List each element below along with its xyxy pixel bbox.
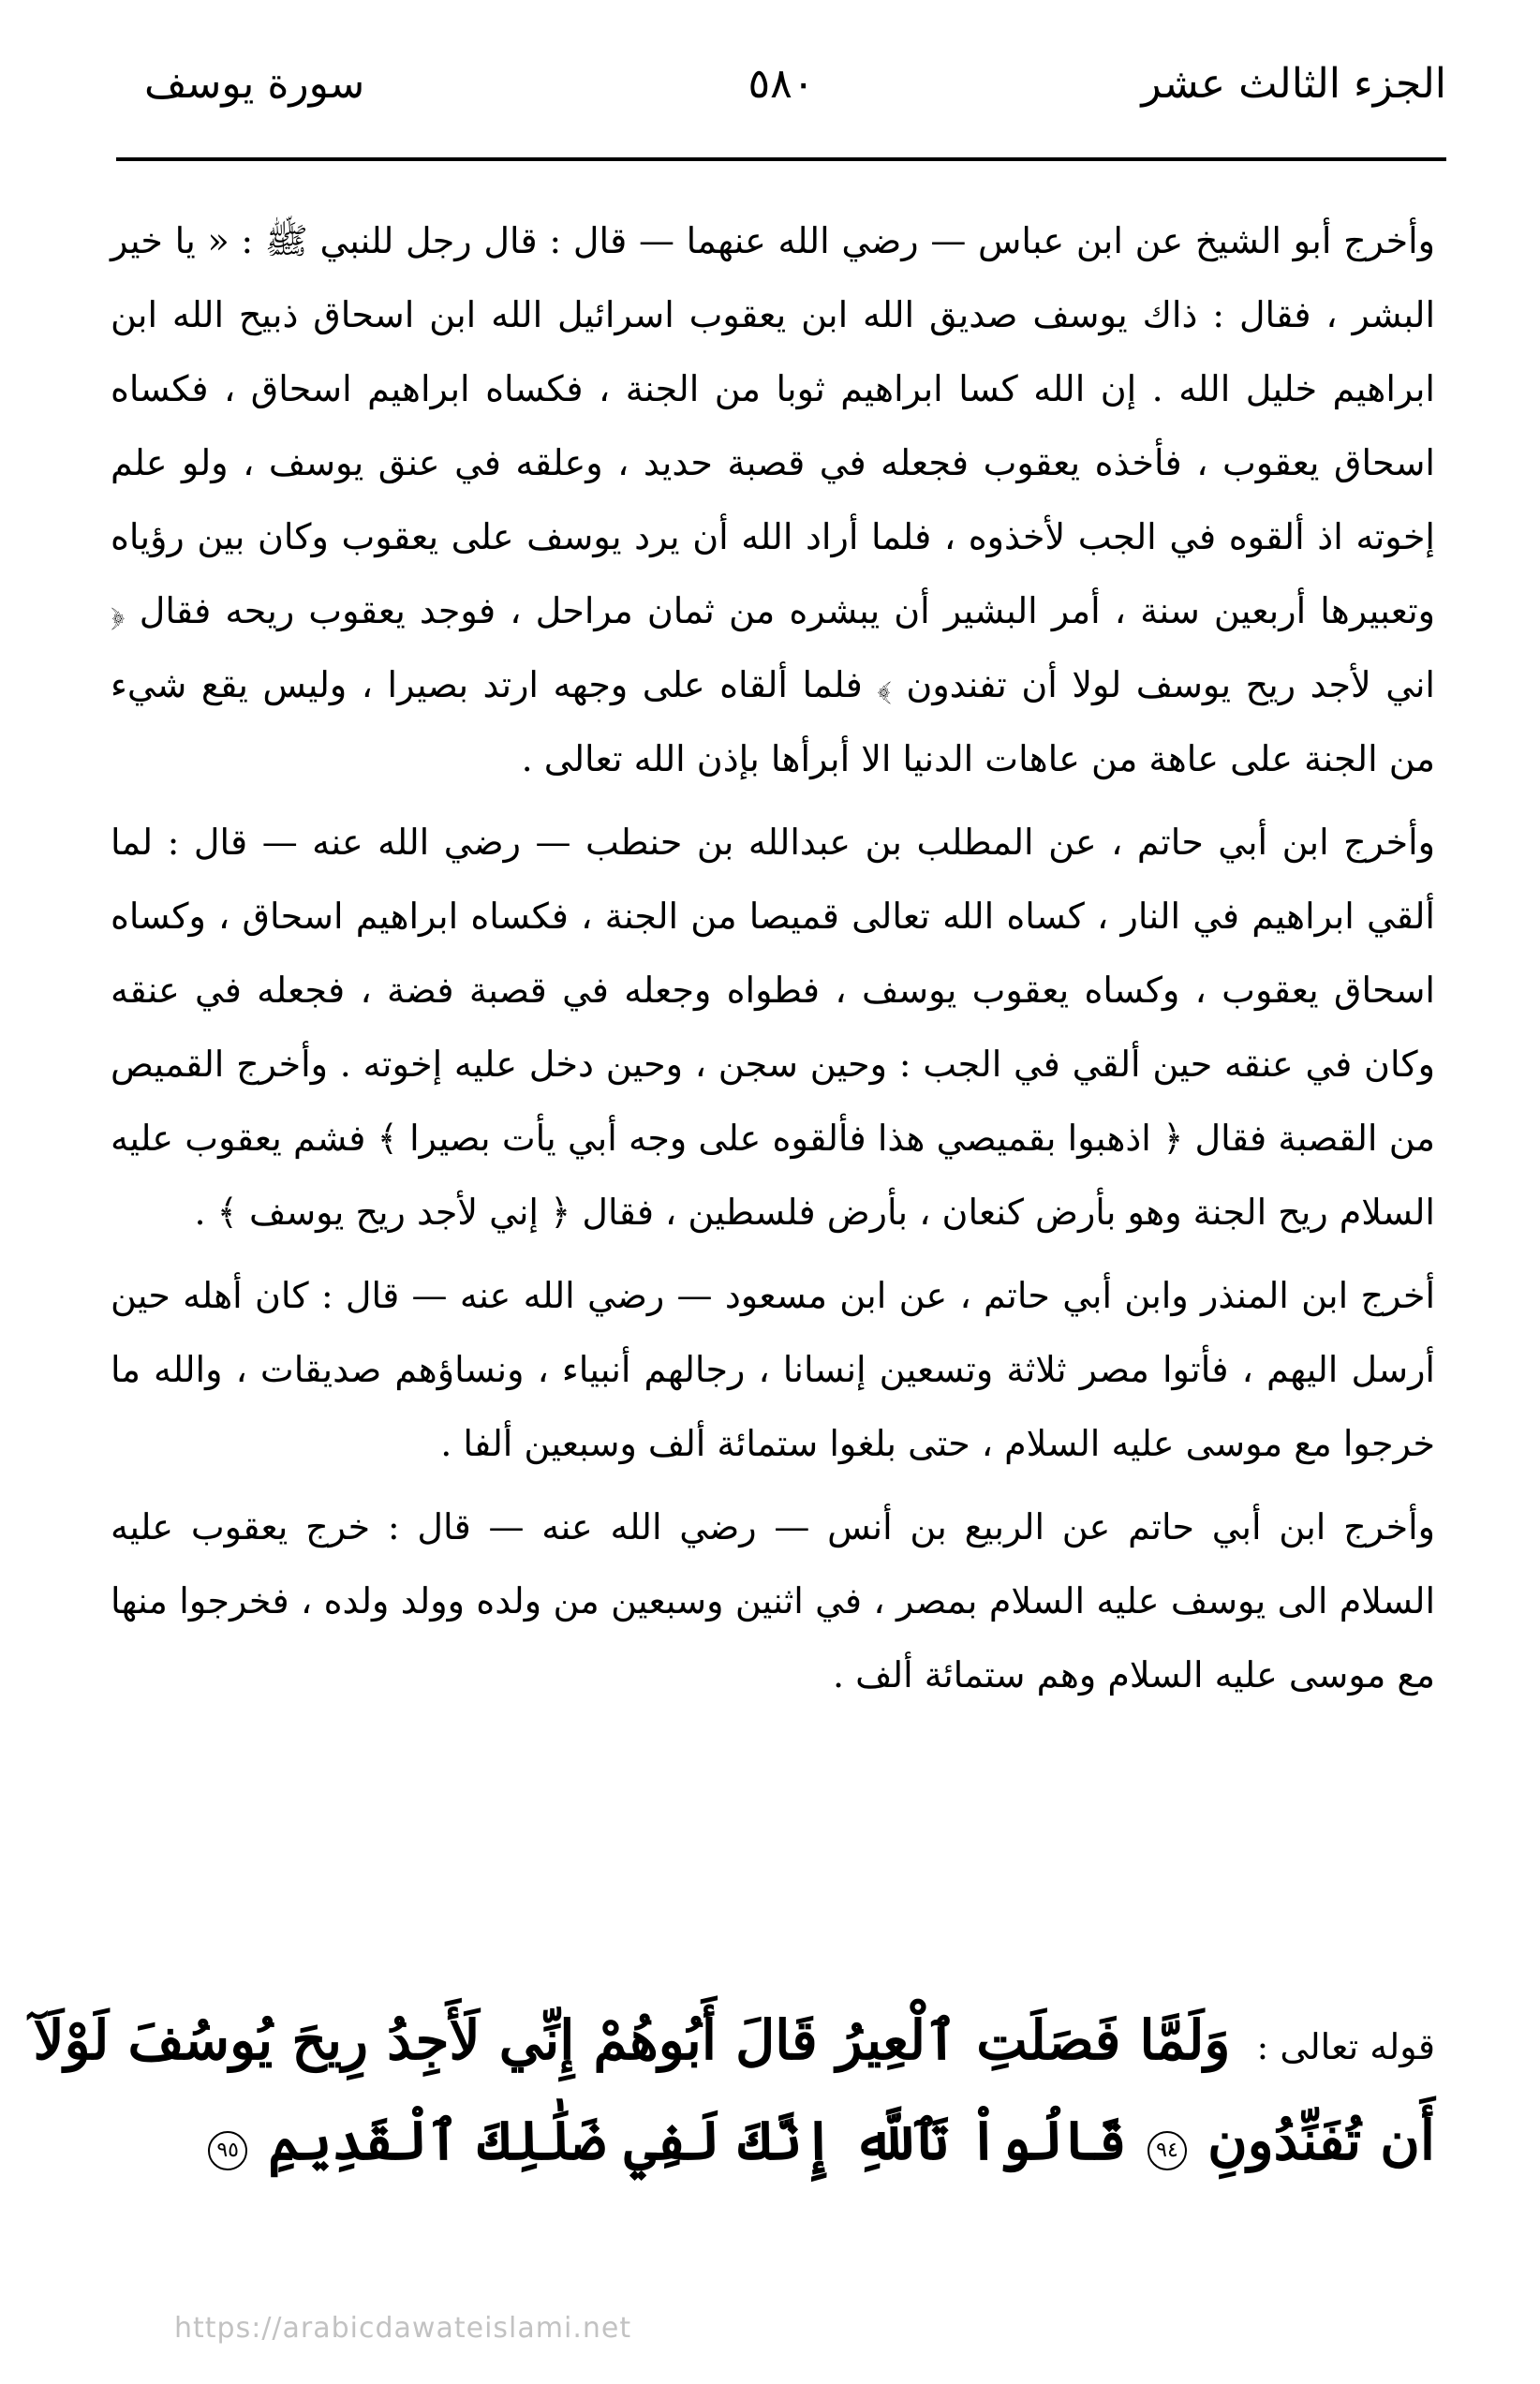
surah-title: سورة يوسف xyxy=(144,60,365,108)
ayah-number-marker: ٩٥ xyxy=(208,2131,247,2170)
header-rule xyxy=(116,157,1446,161)
running-header xyxy=(116,54,1446,139)
verse-line-2 xyxy=(111,2094,1435,2194)
verse-text: أَن تُفَنِّدُونِ xyxy=(1207,2109,1435,2172)
body-text xyxy=(111,204,1435,1722)
juz-title: الجزء الثالث عشر xyxy=(1141,60,1446,108)
paragraph: وأخرج أبو الشيخ عن ابن عباس — رضي الله عنهما — قال : قال رجل للنبي ﷺ : « يا خير البشر ، فقال : ذاك يوسف صديق الله ابن يعقوب اسرائيل الله ابن اسحاق ذبيح الله ابن ابراهيم خليل الله . إن الله كسا ابراهيم ثوبا من الجنة ، فكساه ابراهيم اسحاق ، فكساه اسحاق يعقوب ، فأخذه يعقوب فجعله في قصبة حديد ، وعلقه في عنق يوسف ، ولو علم إخوته اذ ألقوه في الجب لأخذوه ، فلما أراد الله أن يرد يوسف على يعقوب وكان بين رؤياه وتعبيرها أربعين سنة ، أمر البشير أن يبشره من ثمان مراحل ، فوجد يعقوب ريحه فقال ﴿ اني لأجد ريح يوسف لولا أن تفندون ﴾ فلما ألقاه على وجهه ارتد بصيرا ، وليس يقع شيء من الجنة على عاهة من عاهات الدنيا الا أبرأها بإذن الله تعالى . xyxy=(111,220,1436,779)
watermark-url: https://arabicdawateislami.net xyxy=(174,2312,632,2345)
paragraph: وأخرج ابن أبي حاتم ، عن المطلب بن عبدالله بن حنطب — رضي الله عنه — قال : لما ألقي ابراهيم في النار ، كساه الله تعالى قميصا من الجنة ، فكساه ابراهيم اسحاق ، وكساه اسحاق يعقوب ، وكساه يعقوب يوسف ، فطواه وجعله في قصبة فضة ، فجعله في عنقه وكان في عنقه حين ألقي في الجب : وحين سجن ، وحين دخل عليه إخوته . وأخرج القميص من القصبة فقال ﴿ اذهبوا بقميصي هذا فألقوه على وجه أبي يأت بصيرا ﴾ فشم يعقوب عليه السلام ريح الجنة وهو بأرض كنعان ، بأرض فلسطين ، فقال ﴿ إني لأجد ريح يوسف ﴾ . xyxy=(111,822,1435,1233)
ayah-number-marker: ٩٤ xyxy=(1148,2131,1187,2170)
verse-text: وَلَمَّا فَصَلَتِ ٱلْعِيرُ قَالَ أَبُوهُمْ إِنِّي لَأَجِدُ رِيحَ يُوسُفَ لَوْلَآ xyxy=(33,2008,1231,2072)
paragraph: أخرج ابن المنذر وابن أبي حاتم ، عن ابن مسعود — رضي الله عنه — قال : كان أهله حين أرسل اليهم ، فأتوا مصر ثلاثة وتسعين إنسانا ، رجالهم أنبياء ، ونساؤهم صديقات ، والله ما خرجوا مع موسى عليه السلام ، حتى بلغوا ستمائة ألف وسبعين ألفا . xyxy=(111,1275,1435,1464)
verse-block xyxy=(33,1993,1435,2194)
paragraph: وأخرج ابن أبي حاتم عن الربيع بن أنس — رضي الله عنه — قال : خرج يعقوب عليه السلام الى يوسف عليه السلام بمصر ، في اثنين وسبعين من ولده وولد ولده ، فخرجوا منها مع موسى عليه السلام وهم ستمائة ألف . xyxy=(111,1506,1435,1695)
page-number: ٥٨٠ xyxy=(748,60,815,108)
verse-text: قَالُواْ تَٱللَّهِ إِنَّكَ لَفِي ضَلَٰلِكَ ٱلْقَدِيمِ xyxy=(268,2109,1127,2172)
verse-line-1 xyxy=(33,1993,1435,2094)
verse-intro: قوله تعالى : xyxy=(1256,2026,1435,2067)
